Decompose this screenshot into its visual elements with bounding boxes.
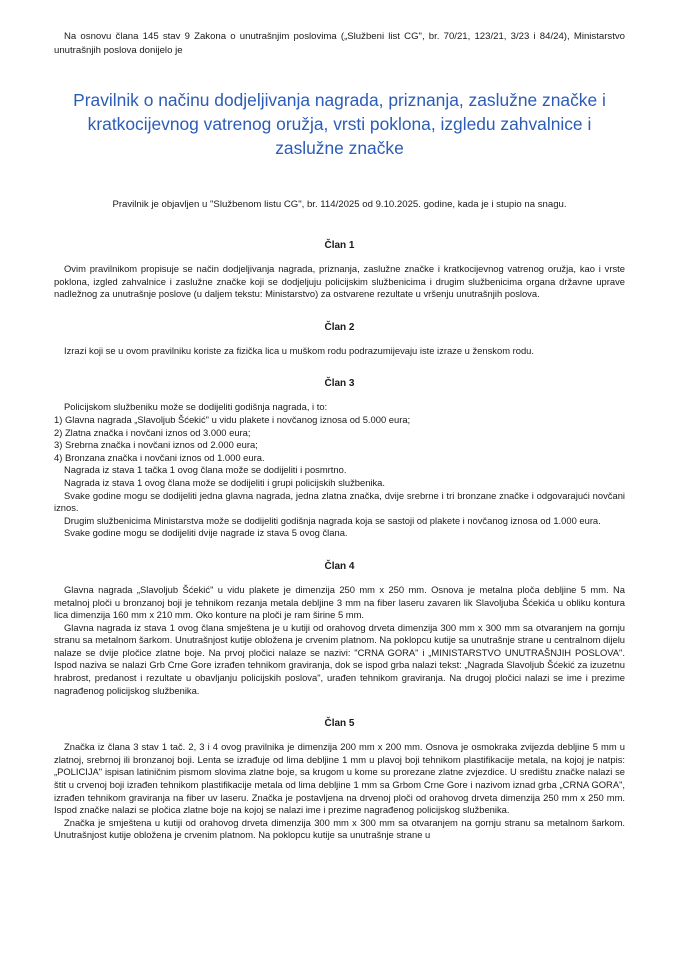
article-heading: Član 1 <box>324 240 355 251</box>
publication-note: Pravilnik je objavljen u "Službenom listu CG", br. 114/2025 od 9.10.2025. godine, kada je i stupio na snagu. <box>112 199 567 210</box>
list-item: 2) Zlatna značka i novčani iznos od 3.000 eura; <box>54 426 251 438</box>
article-heading: Član 3 <box>324 378 355 390</box>
article-paragraph: Policijskom službeniku može se dodijeliti godišnja nagrada, i to: <box>64 401 328 413</box>
article-heading: Član 2 <box>324 321 355 333</box>
article-heading: Član 5 <box>324 718 355 730</box>
article-paragraph: Izrazi koji se u ovom pravilniku koriste za fizička lica u muškom rodu podrazumijevaju iste izraze u ženskom rodu. <box>64 344 534 356</box>
article-paragraph: Glavna nagrada iz stava 1 ovog člana smještena je u kutiji od orahovog drveta dimenzija 300 mm x 300 mm sa otvaranjem na gornju stranu sa metalnom šarkom. Unutrašnjost kutije obložena je crvenim platnom. Na poklopcu kutije sa unutrašnje strane u centralnom dijelu nalaze se dvije pločice zlatne boje. Na prvoj pločici nalaze se nazivi: "CRNA GORA" i „MINISTARSTVO UNUTRAŠNJIH POSLOVA". Ispod naziva se nalazi Grb Crne Gore izrađen tehnikom graviranja, dok se ispod grba nalazi tekst: „Nagrada Slavoljub Šćekić za izuzetnu hrabrost, predanost i rezultate u obavljanju policijskih poslova", urađen tehnikom graviranja. Na drugoj pločici nalazi se ime i prezime nagrađenog policijskog službenika. <box>54 621 625 696</box>
article-paragraph: Značka je smještena u kutiji od orahovog drveta dimenzija 300 mm x 300 mm sa otvaranjem na gornju stranu sa metalnom šarkom. Unutrašnjost kutije obložena je crvenim platnom. Na poklopcu kutije sa unutrašnje strane u <box>54 816 625 841</box>
article-paragraph: Drugim službenicima Ministarstva može se dodijeliti godišnja nagrada koja se sastoji od plakete i novčanog iznosa od 1.000 eura. <box>64 514 601 526</box>
article-paragraph: Glavna nagrada „Slavoljub Šćekić" u vidu plakete je dimenzija 250 mm x 250 mm. Osnova je metalna ploča debljine 5 mm. Na metalnoj ploči u bronzanoj boji je tehnikom rezanja metala debljine 3 mm na fiber laseru zavaren lik Slavoljuba Šćekića u obliku kontura lica dimenzija 160 mm x 210 mm. Oko konture na ploči je ram širine 5 mm. <box>54 583 625 621</box>
article-paragraph: Nagrada iz stava 1 ovog člana može se dodijeliti i grupi policijskih službenika. <box>64 476 386 488</box>
list-item: 4) Bronzana značka i novčani iznos od 1.000 eura. <box>54 451 265 463</box>
article-paragraph: Nagrada iz stava 1 tačka 1 ovog člana može se dodijeliti i posmrtno. <box>64 464 347 476</box>
article-paragraph: Svake godine mogu se dodijeliti jedna glavna nagrada, jedna zlatna značka, dvije srebrne i tri bronzane značke i odgovarajući novčani iznos. <box>54 489 625 514</box>
article-heading: Član 4 <box>324 560 355 572</box>
intro-text: Na osnovu člana 145 stav 9 Zakona o unutrašnjim poslovima („Službeni list CG", br. 70/21, 123/21, 3/23 i 84/24), Ministarstvo unutrašnjih poslova donijelo je <box>54 31 625 56</box>
list-item: 1) Glavna nagrada „Slavoljub Šćekić" u vidu plakete i novčanog iznosa od 5.000 eura; <box>54 413 411 425</box>
list-item: 3) Srebrna značka i novčani iznos od 2.000 eura; <box>54 439 258 451</box>
article-paragraph: Ovim pravilnikom propisuje se način dodjeljivanja nagrada, priznanja, zaslužne značke i kratkocijevnog vatrenog oružja, kao i vrste poklona, izgled zahvalnice i zaslužne značke koji se dodjeljuju policijskim službenicima i drugim službenicima organa državne uprave nadležnog za unutrašnje poslove (u daljem tekstu: Ministarstvo) za ostvarene rezultate u vršenju unutrašnjih poslova. <box>54 263 625 300</box>
article-paragraph: Značka iz člana 3 stav 1 tač. 2, 3 i 4 ovog pravilnika je dimenzija 200 mm x 200 mm. Osnova je osmokraka zvijezda debljine 5 mm u zlatnoj, srebrnoj ili bronzanoj boji. Lenta se izrađuje od lima debljine 1 mm u plavoj boji tehnikom plastifikacije metala, na kojoj je natpis: „POLICIJA" ispisan latiničnim pismom slovima zlatne boje, sa krugom u kome su prorezane zlatne zvjezdice. U središtu značke nalazi se štit u crvenoj boji izrađen tehnikom plastifikacije metala od lima debljine 1 mm sa Grbom Crne Gore i nazivom iznad grba „CRNA GORA", izrađen tehnikom graviranja na fiber uv laseru. Značka je postavljena na drvenoj ploči od orahovog drveta dimenzija 250 mm x 250 mm. Ispod značke nalazi se pločica zlatne boje na kojoj se nalazi ime i prezime nagrađenog policijskog službenika. <box>54 741 625 816</box>
article-paragraph: Svake godine mogu se dodijeliti dvije nagrade iz stava 5 ovog člana. <box>64 527 348 539</box>
document-title: Pravilnik o načinu dodjeljivanja nagrada, priznanja, zaslužne značke i kratkocijevnog vatrenog oružja, vrsti poklona, izgledu zahvalnice i zaslužne značke <box>73 90 606 158</box>
